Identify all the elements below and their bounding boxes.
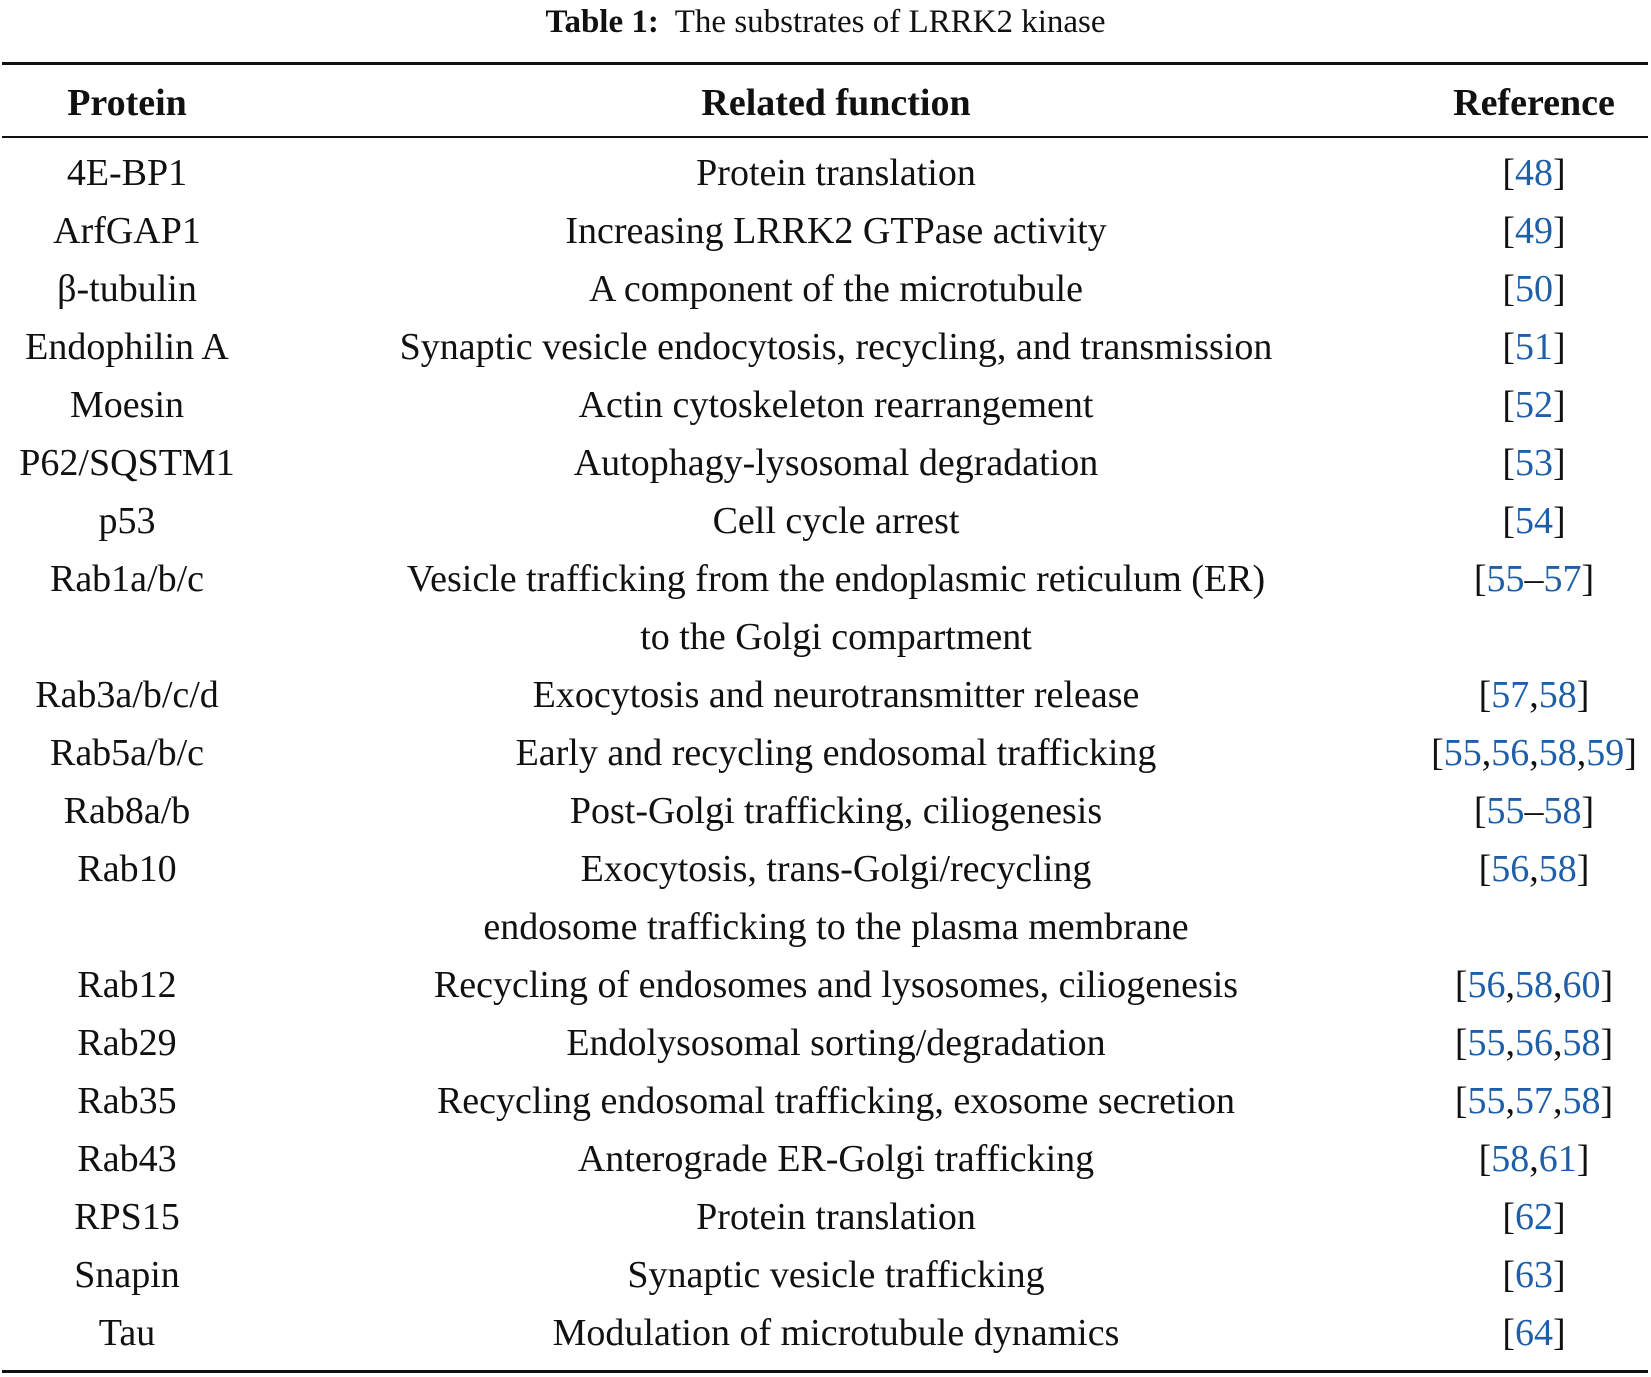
reference-link[interactable]: 59	[1586, 732, 1625, 774]
function-line: Actin cytoskeleton rearrangement	[578, 384, 1094, 426]
reference-link[interactable]: 56	[1515, 1022, 1553, 1064]
cell-function	[252, 1014, 1420, 1072]
cell-reference: [52]	[1502, 384, 1566, 426]
cell-reference: [57,58]	[1478, 674, 1590, 716]
cell-protein: ArfGAP1	[53, 210, 201, 252]
reference-separator: ,	[1553, 964, 1563, 1006]
cell-function	[252, 202, 1420, 260]
reference-link[interactable]: 55	[1486, 558, 1525, 600]
cell-protein: Moesin	[70, 384, 184, 426]
reference-link[interactable]: 53	[1515, 442, 1553, 484]
cell-function	[252, 1304, 1420, 1362]
reference-separator: –	[1524, 558, 1544, 600]
function-line: Synaptic vesicle endocytosis, recycling, and transmission	[399, 326, 1273, 368]
cell-protein: Rab29	[77, 1022, 177, 1064]
reference-link[interactable]: 55	[1443, 732, 1482, 774]
table-row	[2, 434, 1648, 492]
column-header-reference: Reference	[1453, 82, 1615, 124]
table-row	[2, 840, 1648, 956]
function-line: Post-Golgi trafficking, ciliogenesis	[569, 790, 1103, 832]
cell-protein: p53	[98, 500, 156, 542]
reference-link[interactable]: 51	[1515, 326, 1553, 368]
reference-separator: ,	[1529, 848, 1539, 890]
table-row	[2, 724, 1648, 782]
table-row	[2, 202, 1648, 260]
reference-link[interactable]: 58	[1538, 674, 1577, 716]
reference-link[interactable]: 58	[1543, 790, 1582, 832]
table-row	[2, 376, 1648, 434]
cell-protein: Snapin	[74, 1254, 180, 1296]
reference-link[interactable]: 58	[1538, 848, 1577, 890]
cell-reference: [55,57,58]	[1454, 1080, 1614, 1122]
function-line: Synaptic vesicle trafficking	[627, 1254, 1045, 1296]
table-row	[2, 1188, 1648, 1246]
cell-function	[252, 666, 1420, 724]
cell-function	[252, 1188, 1420, 1246]
cell-protein: β-tubulin	[57, 268, 197, 310]
table-row	[2, 318, 1648, 376]
table-bottom-rule	[2, 1370, 1648, 1373]
table-row	[2, 666, 1648, 724]
cell-function	[252, 1072, 1420, 1130]
table-top-rule	[2, 62, 1648, 65]
reference-link[interactable]: 52	[1515, 384, 1553, 426]
reference-link[interactable]: 56	[1491, 732, 1530, 774]
cell-function	[252, 550, 1420, 666]
reference-link[interactable]: 62	[1515, 1196, 1553, 1238]
table-row	[2, 140, 1648, 202]
reference-link[interactable]: 48	[1515, 152, 1553, 194]
reference-separator: ,	[1529, 674, 1539, 716]
function-line: Endolysosomal sorting/degradation	[566, 1022, 1106, 1064]
table-caption	[0, 0, 1651, 50]
reference-link[interactable]: 63	[1515, 1254, 1553, 1296]
cell-reference: [55–58]	[1473, 790, 1595, 832]
cell-reference: [63]	[1502, 1254, 1566, 1296]
reference-link[interactable]: 58	[1515, 964, 1553, 1006]
reference-separator: ,	[1553, 1022, 1563, 1064]
cell-function	[252, 840, 1420, 956]
caption-text: The substrates of LRRK2 kinase	[674, 4, 1106, 40]
reference-link[interactable]: 56	[1467, 964, 1506, 1006]
reference-link[interactable]: 57	[1515, 1080, 1553, 1122]
cell-protein: RPS15	[74, 1196, 180, 1238]
reference-link[interactable]: 50	[1515, 268, 1553, 310]
cell-reference: [55,56,58,59]	[1431, 732, 1637, 774]
column-header-function: Related function	[701, 82, 971, 124]
reference-link[interactable]: 49	[1515, 210, 1553, 252]
reference-link[interactable]: 56	[1491, 848, 1530, 890]
cell-function	[252, 492, 1420, 550]
reference-link[interactable]: 54	[1515, 500, 1553, 542]
function-line: Modulation of microtubule dynamics	[552, 1312, 1120, 1354]
reference-separator: ,	[1505, 1080, 1515, 1122]
reference-link[interactable]: 57	[1543, 558, 1582, 600]
cell-protein: Rab1a/b/c	[49, 558, 205, 600]
reference-link[interactable]: 58	[1491, 1138, 1530, 1180]
reference-separator: ,	[1576, 732, 1587, 774]
function-line: Vesicle trafficking from the endoplasmic reticulum (ER)	[406, 558, 1266, 600]
cell-function	[252, 724, 1420, 782]
caption-label: Table 1:	[545, 4, 659, 40]
reference-separator: ,	[1505, 1022, 1515, 1064]
cell-function	[252, 434, 1420, 492]
reference-link[interactable]: 60	[1562, 964, 1601, 1006]
cell-function	[252, 782, 1420, 840]
cell-function	[252, 260, 1420, 318]
cell-function	[252, 1130, 1420, 1188]
function-line: Recycling endosomal trafficking, exosome secretion	[436, 1080, 1236, 1122]
table-row	[2, 492, 1648, 550]
cell-protein: Rab8a/b	[63, 790, 191, 832]
function-line: Increasing LRRK2 GTPase activity	[565, 210, 1107, 252]
reference-separator: ,	[1529, 1138, 1539, 1180]
table-row	[2, 1130, 1648, 1188]
reference-link[interactable]: 55	[1467, 1022, 1506, 1064]
reference-link[interactable]: 55	[1467, 1080, 1506, 1122]
cell-protein: Rab10	[77, 848, 177, 890]
substrates-table	[2, 70, 1648, 1362]
function-line: Recycling of endosomes and lysosomes, ciliogenesis	[433, 964, 1239, 1006]
cell-protein: 4E-BP1	[66, 152, 188, 194]
table-row	[2, 956, 1648, 1014]
cell-protein: Endophilin A	[25, 326, 229, 368]
cell-function	[252, 318, 1420, 376]
cell-protein: Rab3a/b/c/d	[35, 674, 219, 716]
cell-reference: [62]	[1502, 1196, 1566, 1238]
cell-reference: [56,58]	[1478, 848, 1590, 890]
column-header-protein: Protein	[67, 82, 187, 124]
cell-reference: [51]	[1502, 326, 1566, 368]
table-row	[2, 550, 1648, 666]
table-row	[2, 1246, 1648, 1304]
cell-function	[252, 140, 1420, 202]
cell-reference: [56,58,60]	[1454, 964, 1614, 1006]
cell-protein: Rab5a/b/c	[49, 732, 205, 774]
reference-link[interactable]: 61	[1538, 1138, 1577, 1180]
table-row	[2, 260, 1648, 318]
cell-protein: Rab35	[77, 1080, 177, 1122]
function-line: A component of the microtubule	[589, 268, 1083, 310]
function-line: Cell cycle arrest	[712, 500, 960, 542]
table-row	[2, 1014, 1648, 1072]
table-row	[2, 1304, 1648, 1362]
table-row	[2, 782, 1648, 840]
function-line: Anterograde ER-Golgi trafficking	[577, 1138, 1095, 1180]
cell-protein: Tau	[98, 1312, 156, 1354]
reference-separator: ,	[1505, 964, 1515, 1006]
function-line: Autophagy-lysosomal degradation	[573, 442, 1099, 484]
reference-link[interactable]: 58	[1562, 1022, 1601, 1064]
cell-reference: [48]	[1502, 152, 1566, 194]
cell-reference: [50]	[1502, 268, 1566, 310]
cell-reference: [55–57]	[1473, 558, 1595, 600]
reference-link[interactable]: 58	[1538, 732, 1577, 774]
reference-separator: ,	[1529, 732, 1539, 774]
reference-link[interactable]: 64	[1515, 1312, 1553, 1354]
table-row	[2, 1072, 1648, 1130]
cell-function	[252, 1246, 1420, 1304]
function-line: to the Golgi compartment	[640, 616, 1032, 658]
reference-link[interactable]: 58	[1562, 1080, 1601, 1122]
table-header-row	[2, 70, 1648, 140]
cell-function	[252, 376, 1420, 434]
cell-protein: Rab43	[77, 1138, 177, 1180]
function-line: endosome trafficking to the plasma membrane	[483, 906, 1189, 948]
cell-function	[252, 956, 1420, 1014]
cell-reference: [53]	[1502, 442, 1566, 484]
cell-reference: [54]	[1502, 500, 1566, 542]
cell-protein: P62/SQSTM1	[19, 442, 235, 484]
function-line: Exocytosis and neurotransmitter release	[532, 674, 1140, 716]
function-line: Protein translation	[696, 1196, 976, 1238]
function-line: Protein translation	[696, 152, 976, 194]
reference-separator: ,	[1481, 732, 1492, 774]
reference-link[interactable]: 55	[1486, 790, 1525, 832]
cell-reference: [49]	[1502, 210, 1566, 252]
reference-separator: –	[1524, 790, 1544, 832]
function-line: Early and recycling endosomal trafficking	[515, 732, 1157, 774]
table-body	[2, 140, 1648, 1362]
cell-reference: [55,56,58]	[1454, 1022, 1614, 1064]
reference-separator: ,	[1553, 1080, 1563, 1122]
function-line: Exocytosis, trans-Golgi/recycling	[580, 848, 1092, 890]
cell-protein: Rab12	[77, 964, 177, 1006]
cell-reference: [64]	[1502, 1312, 1566, 1354]
reference-link[interactable]: 57	[1491, 674, 1530, 716]
cell-reference: [58,61]	[1478, 1138, 1590, 1180]
